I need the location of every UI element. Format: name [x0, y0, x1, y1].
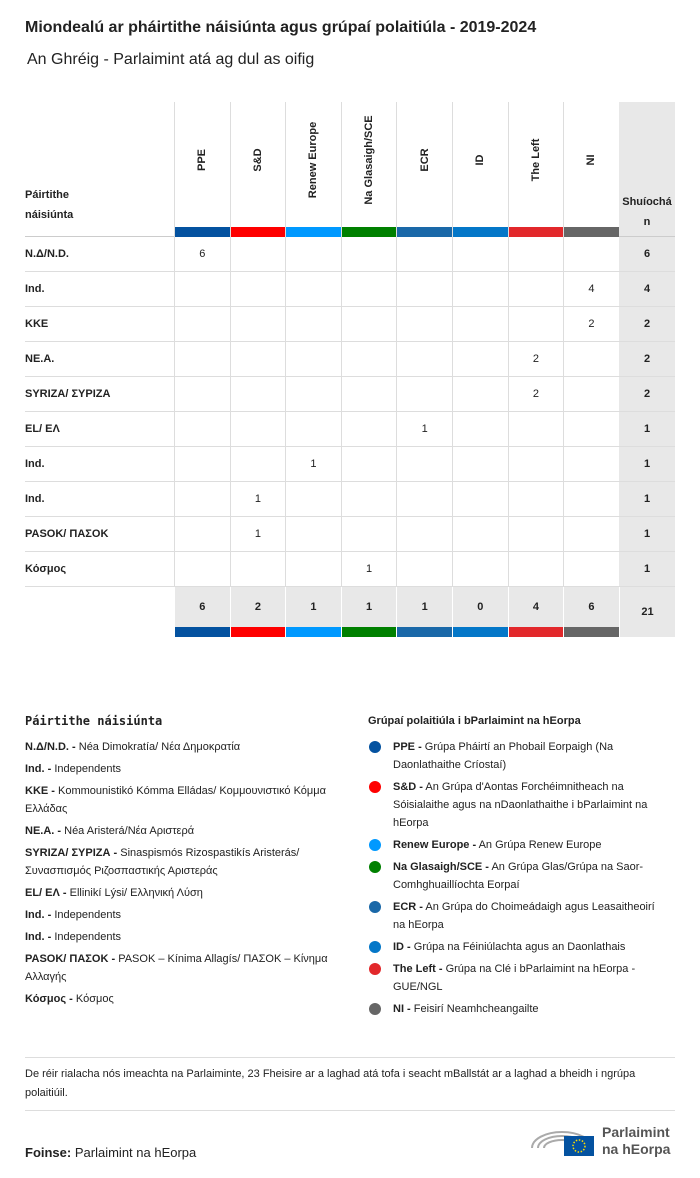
grand-total: 21 [619, 587, 675, 637]
seat-cell: 2 [508, 342, 564, 377]
party-name: Ind. [25, 283, 45, 295]
seat-cell [396, 517, 452, 552]
seat-cell [174, 552, 230, 587]
source-label: Foinse: [25, 1145, 72, 1160]
seat-cell [285, 307, 341, 342]
seat-cell [396, 552, 452, 587]
group-color-bar [342, 227, 397, 237]
seat-cell [452, 377, 508, 412]
group-column-header [396, 102, 452, 237]
seat-cell [341, 307, 397, 342]
group-abbr: PPE - [393, 741, 422, 753]
party-abbr: Ind. - [25, 763, 52, 775]
party-desc: PASOK – Kínima Allagís/ ΠΑΣΟΚ – Κίνημα Αλλαγής [25, 953, 328, 983]
party-abbr: Κόσμος - [25, 993, 73, 1005]
party-name: NE.A. [25, 353, 55, 365]
group-color-bar [286, 227, 341, 237]
table-row [25, 377, 675, 412]
table-row [25, 552, 675, 587]
group-total [230, 587, 286, 637]
seat-cell [452, 237, 508, 272]
group-color-dot-icon [369, 839, 381, 851]
seat-cell [396, 447, 452, 482]
group-legend-item [368, 858, 668, 894]
group-color-bar [397, 227, 452, 237]
row-total: 2 [643, 388, 651, 400]
seat-cell [341, 517, 397, 552]
seat-cell [452, 307, 508, 342]
table-row [25, 447, 675, 482]
group-total-value: 1 [421, 601, 428, 613]
group-color-bar [175, 627, 230, 637]
seat-cell: 1 [341, 552, 397, 587]
row-total: 1 [643, 423, 651, 435]
group-abbr: S&D - [393, 781, 423, 793]
party-abbr: N.Δ/N.D. - [25, 741, 76, 753]
seat-cell: 1 [230, 517, 286, 552]
seat-cell [452, 517, 508, 552]
seat-cell: 1 [230, 482, 286, 517]
group-total-value: 2 [254, 601, 261, 613]
party-desc: Independents [54, 909, 122, 921]
party-abbr: SYRIZA/ ΣΥΡΙΖΑ - [25, 847, 118, 859]
group-column-header [563, 102, 619, 237]
seat-cell [174, 342, 230, 377]
group-legend-item [368, 1000, 668, 1018]
seat-cell: 2 [563, 307, 619, 342]
seat-cell [285, 237, 341, 272]
group-label: PPE [196, 148, 209, 172]
group-color-bar [231, 627, 286, 637]
group-legend-heading: Grúpaí polaitiúla i bParlaimint na hEorpa [368, 715, 581, 727]
party-name: Ind. [25, 458, 45, 470]
group-label: ID [474, 154, 487, 166]
group-color-bar [397, 627, 452, 637]
party-name: PASOK/ ΠΑΣΟΚ [25, 528, 109, 540]
table-row [25, 412, 675, 447]
seat-cell [452, 412, 508, 447]
group-color-dot-icon [369, 861, 381, 873]
group-total-value: 1 [366, 601, 373, 613]
seat-cell [396, 482, 452, 517]
ep-logo [530, 1120, 678, 1160]
chart-subtitle: An Ghréig - Parlaimint atá ag dul as oifig [27, 51, 315, 68]
seat-cell [508, 447, 564, 482]
group-total-value: 1 [310, 601, 317, 613]
party-legend-item [25, 906, 345, 924]
group-total-value: 6 [199, 601, 206, 613]
seat-cell [174, 517, 230, 552]
group-total [452, 587, 508, 637]
seat-cell [341, 412, 397, 447]
seat-cell [508, 237, 564, 272]
group-total [285, 587, 341, 637]
party-legend-item [25, 928, 345, 946]
party-desc: Κόσμος [75, 993, 114, 1005]
row-total: 1 [643, 493, 651, 505]
group-label: ECR [418, 148, 431, 172]
party-legend-item [25, 738, 345, 756]
seat-cell [230, 237, 286, 272]
group-total [563, 587, 619, 637]
table-row [25, 237, 675, 272]
group-desc: An Grúpa d'Aontas Forchéimnitheach na Sóisialaithe agus na nDaonlathaithe i bParlaimint na hEorpa [393, 781, 648, 829]
divider [25, 1057, 675, 1058]
group-legend-item [368, 836, 668, 854]
party-desc: Sinaspismós Rizospastikís Aristerás/ Συνασπισμός Ριζοσπαστικής Αριστεράς [25, 847, 300, 877]
seat-cell [508, 412, 564, 447]
seat-cell [230, 412, 286, 447]
party-name: Ind. [25, 493, 45, 505]
logo-text: Parlaimint na hEorpa [602, 1124, 671, 1157]
group-desc: Grúpa Pháirtí an Phobail Eorpaigh (Na Daonlathaithe Críostaí) [393, 741, 614, 771]
group-abbr: Na Glasaigh/SCE - [393, 861, 489, 873]
party-desc: Néa Aristerá/Νέα Αριστερά [64, 825, 195, 837]
party-abbr: Ind. - [25, 931, 52, 943]
table-row [25, 272, 675, 307]
group-color-bar [286, 627, 341, 637]
party-legend [25, 712, 345, 1012]
party-abbr: NE.A. - [25, 825, 62, 837]
seat-cell [563, 447, 619, 482]
group-column-header [285, 102, 341, 237]
seat-cell [563, 482, 619, 517]
party-name: N.Δ/N.D. [25, 248, 69, 260]
group-color-dot-icon [369, 781, 381, 793]
seat-cell [563, 552, 619, 587]
group-total-value: 6 [588, 601, 595, 613]
group-total [174, 587, 230, 637]
group-desc: An Grúpa do Choimeádaigh agus Leasaitheoirí na hEorpa [393, 901, 655, 931]
group-color-bar [509, 627, 564, 637]
group-column-header [341, 102, 397, 237]
group-legend-item [368, 960, 668, 996]
group-label: NI [585, 154, 598, 166]
row-total: 4 [643, 283, 651, 295]
group-desc: An Grúpa Renew Europe [478, 839, 602, 851]
party-name: Κόσμος [25, 563, 67, 575]
party-desc: Independents [54, 931, 122, 943]
group-legend-item [368, 938, 668, 956]
group-label: Na Glasaigh/SCE [363, 115, 376, 205]
group-label: S&D [251, 148, 264, 172]
seat-cell [341, 377, 397, 412]
seat-cell: 1 [285, 447, 341, 482]
group-total [341, 587, 397, 637]
footnote: De réir rialacha nós imeachta na Parlaiminte, 23 Fheisire ar a laghad atá tofa i seacht mBallstát ar a laghad a bheidh i ngrúpa polaitiúil. [25, 1068, 636, 1099]
group-column-header [174, 102, 230, 237]
seat-cell [341, 447, 397, 482]
row-total: 1 [643, 528, 651, 540]
group-color-bar [231, 227, 286, 237]
seat-cell [396, 342, 452, 377]
seat-cell [563, 412, 619, 447]
party-legend-item [25, 990, 345, 1008]
group-abbr: ID - [393, 941, 411, 953]
group-total-value: 0 [477, 601, 484, 613]
seat-cell [563, 517, 619, 552]
seat-cell [174, 272, 230, 307]
party-legend-item [25, 950, 345, 986]
seat-cell [285, 482, 341, 517]
group-color-bar [453, 227, 508, 237]
group-total [396, 587, 452, 637]
seat-cell [341, 482, 397, 517]
row-total: 6 [643, 248, 651, 260]
source [25, 1145, 196, 1160]
seat-cell [230, 272, 286, 307]
row-total: 2 [643, 318, 651, 330]
seat-cell [285, 272, 341, 307]
row-total: 2 [643, 353, 651, 365]
seat-cell [285, 342, 341, 377]
row-total: 1 [643, 458, 651, 470]
seat-cell [341, 237, 397, 272]
party-legend-item [25, 884, 345, 902]
table-row [25, 482, 675, 517]
seat-cell: 2 [508, 377, 564, 412]
seat-cell [341, 272, 397, 307]
seat-cell [230, 342, 286, 377]
party-legend-heading: Páirtithe náisiúnta [25, 714, 163, 728]
seat-cell [230, 307, 286, 342]
group-color-dot-icon [369, 963, 381, 975]
seats-header: Shuíochán [622, 196, 672, 228]
group-desc: An Grúpa Glas/Grúpa na Saor-Comhghuaillíochta Eorpaí [393, 861, 644, 891]
seat-cell [230, 377, 286, 412]
group-desc: Grúpa na Clé i bParlaimint na hEorpa - GUE/NGL [393, 963, 636, 993]
group-legend-item [368, 898, 668, 934]
ep-hemicycle-flag-icon [530, 1120, 600, 1160]
party-name: KKE [25, 318, 49, 330]
group-label: The Left [529, 138, 542, 182]
party-abbr: EL/ ΕΛ - [25, 887, 67, 899]
group-legend [368, 712, 668, 1022]
group-color-bar [175, 227, 230, 237]
seat-cell [174, 482, 230, 517]
group-column-header [452, 102, 508, 237]
seat-cell: 6 [174, 237, 230, 272]
source-value: Parlaimint na hEorpa [74, 1145, 197, 1160]
seat-cell [508, 482, 564, 517]
party-abbr: PASOK/ ΠΑΣΟΚ - [25, 953, 116, 965]
table-row [25, 342, 675, 377]
group-desc: Grúpa na Féiniúlachta agus an Daonlathais [413, 941, 626, 953]
seat-cell [396, 237, 452, 272]
seat-cell: 1 [396, 412, 452, 447]
group-abbr: NI - [393, 1003, 411, 1015]
party-header: Páirtithe náisiúnta [25, 189, 74, 221]
party-desc: Kommounistikó Kómma Elládas/ Κομμουνιστικό Κόμμα Ελλάδας [25, 785, 326, 815]
seat-cell [285, 377, 341, 412]
seat-cell [174, 447, 230, 482]
seat-cell [508, 272, 564, 307]
chart-title: Miondealú ar pháirtithe náisiúnta agus grúpaí polaitiúla - 2019-2024 [25, 19, 537, 36]
party-legend-item [25, 782, 345, 818]
seat-cell [452, 447, 508, 482]
group-color-dot-icon [369, 1003, 381, 1015]
totals-row [25, 587, 675, 637]
seat-cell [230, 447, 286, 482]
seat-cell [563, 342, 619, 377]
group-color-bar [564, 227, 619, 237]
seat-cell [285, 517, 341, 552]
table-row [25, 517, 675, 552]
table-header [25, 102, 675, 237]
seat-cell [174, 412, 230, 447]
group-color-dot-icon [369, 941, 381, 953]
party-legend-item [25, 822, 345, 840]
seat-cell [563, 377, 619, 412]
seat-cell [508, 552, 564, 587]
group-total-value: 4 [532, 601, 539, 613]
seat-cell [563, 237, 619, 272]
group-color-dot-icon [369, 741, 381, 753]
table-row [25, 307, 675, 342]
seat-cell [341, 342, 397, 377]
seat-cell [230, 552, 286, 587]
group-total [508, 587, 564, 637]
seat-cell [285, 552, 341, 587]
party-legend-item [25, 760, 345, 778]
seat-cell [508, 307, 564, 342]
group-abbr: ECR - [393, 901, 423, 913]
group-column-header [230, 102, 286, 237]
divider [25, 1110, 675, 1111]
seat-cell [174, 377, 230, 412]
party-desc: Ellinikí Lýsi/ Ελληνική Λύση [69, 887, 203, 899]
group-color-bar [342, 627, 397, 637]
seat-cell [396, 377, 452, 412]
seat-cell [452, 552, 508, 587]
group-color-bar [453, 627, 508, 637]
group-color-bar [564, 627, 619, 637]
seat-cell [452, 482, 508, 517]
group-legend-item [368, 738, 668, 774]
party-abbr: KKE - [25, 785, 55, 797]
seat-cell [508, 517, 564, 552]
row-total: 1 [643, 563, 651, 575]
party-name: SYRIZA/ ΣΥΡΙΖΑ [25, 388, 111, 400]
party-desc: Independents [54, 763, 122, 775]
seat-cell [452, 272, 508, 307]
group-color-bar [509, 227, 564, 237]
seat-cell [285, 412, 341, 447]
group-label: Renew Europe [307, 121, 320, 199]
group-abbr: The Left - [393, 963, 443, 975]
seat-cell [396, 272, 452, 307]
group-legend-item [368, 778, 668, 832]
party-abbr: Ind. - [25, 909, 52, 921]
group-desc: Feisirí Neamhcheangailte [413, 1003, 539, 1015]
seat-cell [452, 342, 508, 377]
seat-cell [396, 307, 452, 342]
seat-cell: 4 [563, 272, 619, 307]
group-abbr: Renew Europe - [393, 839, 477, 851]
party-legend-item [25, 844, 345, 880]
party-desc: Néa Dimokratía/ Νέα Δημοκρατία [78, 741, 241, 753]
group-color-dot-icon [369, 901, 381, 913]
seat-cell [174, 307, 230, 342]
party-name: EL/ ΕΛ [25, 423, 60, 435]
group-column-header [508, 102, 564, 237]
